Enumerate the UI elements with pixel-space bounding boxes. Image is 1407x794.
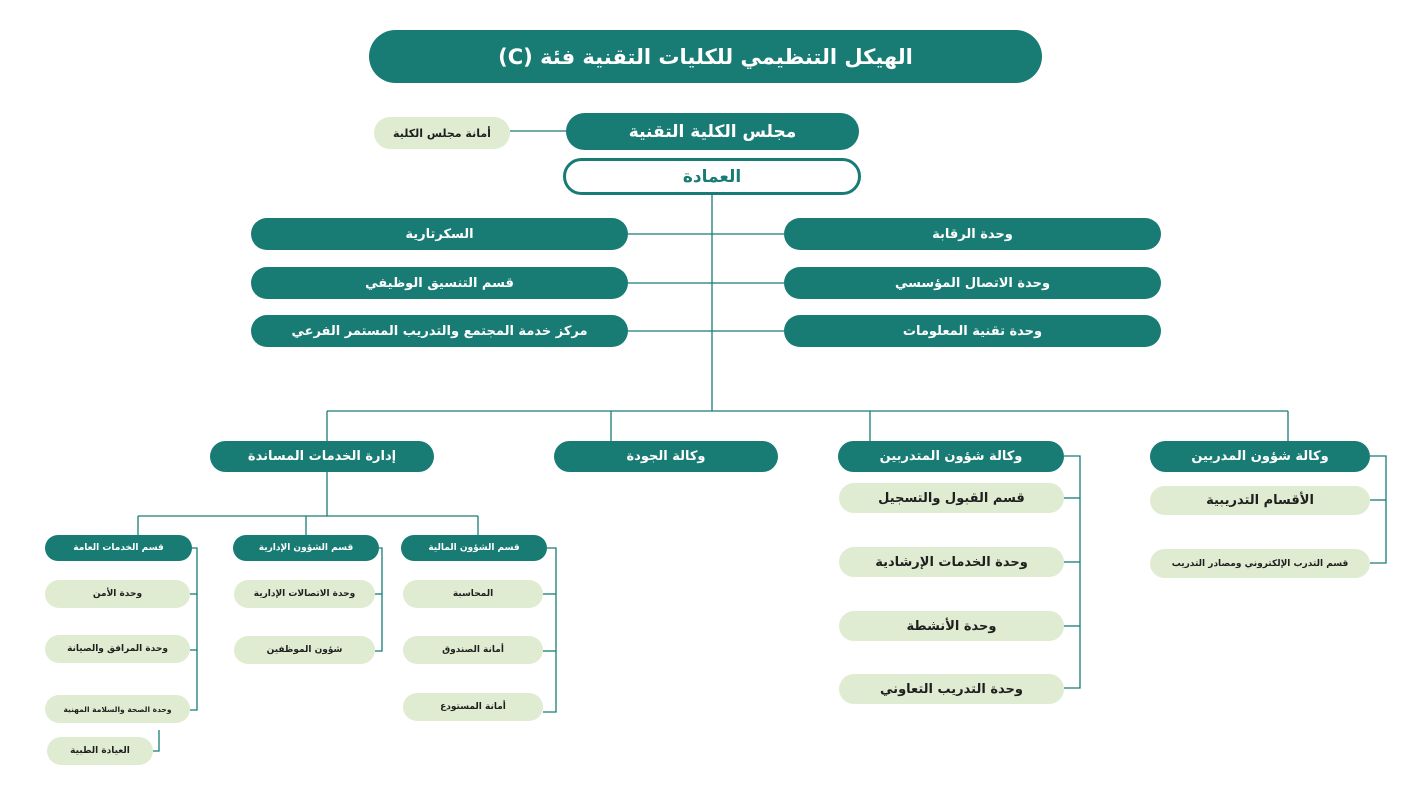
finance-section-node: قسم الشؤون المالية xyxy=(401,535,547,561)
medical-clinic-node: العيادة الطبية xyxy=(47,737,153,765)
security-unit-node: وحدة الأمن xyxy=(45,580,190,608)
admin-communications-node: وحدة الاتصالات الإدارية xyxy=(234,580,375,608)
facilities-maintenance-node: وحدة المرافق والصيانة xyxy=(45,635,190,663)
support-services-node: إدارة الخدمات المساندة xyxy=(210,441,434,472)
warehouse-node: أمانة المستودع xyxy=(403,693,543,721)
deanship-node: العمادة xyxy=(563,158,861,195)
corporate-communication-node: وحدة الاتصال المؤسسي xyxy=(784,267,1161,299)
council-secretariat-node: أمانة مجلس الكلية xyxy=(374,117,510,149)
treasury-node: أمانة الصندوق xyxy=(403,636,543,664)
training-departments-node: الأقسام التدريبية xyxy=(1150,486,1370,515)
functional-coordination-node: قسم التنسيق الوظيفي xyxy=(251,267,628,299)
trainees-affairs-node: وكالة شؤون المتدربين xyxy=(838,441,1064,472)
general-services-section-node: قسم الخدمات العامة xyxy=(45,535,192,561)
quality-agency-node: وكالة الجودة xyxy=(554,441,778,472)
admin-section-node: قسم الشؤون الإدارية xyxy=(233,535,379,561)
accounting-node: المحاسبة xyxy=(403,580,543,608)
admission-registration-node: قسم القبول والتسجيل xyxy=(839,483,1064,513)
oversight-unit-node: وحدة الرقابة xyxy=(784,218,1161,250)
college-council-node: مجلس الكلية التقنية xyxy=(566,113,859,150)
community-service-center-node: مركز خدمة المجتمع والتدريب المستمر الفرعي xyxy=(251,315,628,347)
it-unit-node: وحدة تقنية المعلومات xyxy=(784,315,1161,347)
trainers-affairs-node: وكالة شؤون المدربين xyxy=(1150,441,1370,472)
e-training-resources-node: قسم التدرب الإلكتروني ومصادر التدريب xyxy=(1150,549,1370,578)
secretariat-node: السكرتارية xyxy=(251,218,628,250)
health-safety-node: وحدة الصحة والسلامة المهنية xyxy=(45,695,190,723)
cooperative-training-node: وحدة التدريب التعاوني xyxy=(839,674,1064,704)
guidance-services-node: وحدة الخدمات الإرشادية xyxy=(839,547,1064,577)
chart-title: الهيكل التنظيمي للكليات التقنية فئة (C) xyxy=(369,30,1042,83)
personnel-affairs-node: شؤون الموظفين xyxy=(234,636,375,664)
activities-unit-node: وحدة الأنشطة xyxy=(839,611,1064,641)
